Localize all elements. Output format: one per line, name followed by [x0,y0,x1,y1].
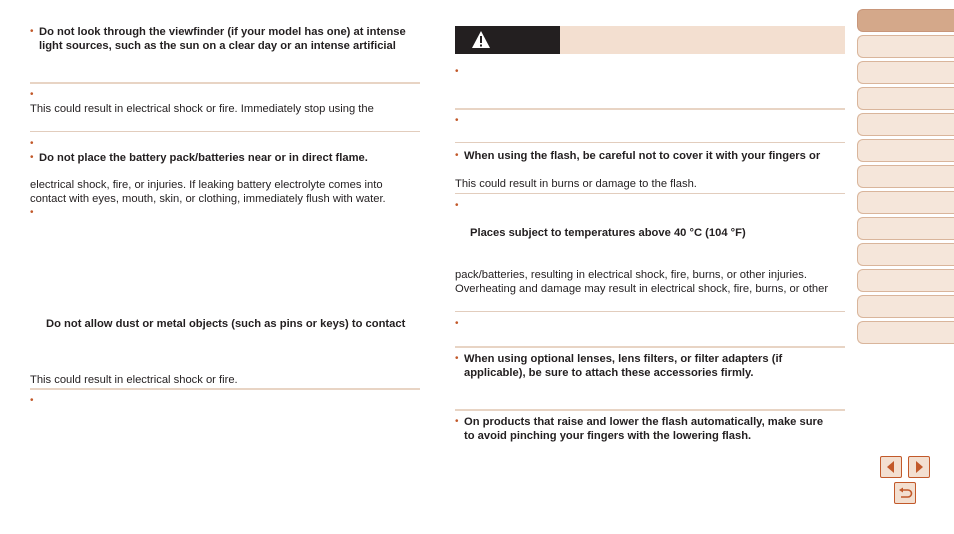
flame-warning: Do not place the battery pack/batteries near or in direct flame. [39,152,368,164]
side-tab-9[interactable] [857,217,954,240]
bullet: • [455,416,459,427]
bullet: • [30,138,34,149]
side-tab-8[interactable] [857,191,954,214]
bullet: • [455,353,459,364]
flash-result: This could result in burns or damage to the flash. [455,178,697,190]
lens-warning-line2: applicable), be sure to attach these accessories firmly. [464,367,754,379]
divider [30,131,420,132]
shock-fire-text: This could result in electrical shock or fire. [30,374,238,386]
divider [455,142,845,143]
bullet: • [30,395,34,406]
side-tab-10[interactable] [857,243,954,266]
bullet: • [30,152,34,163]
lens-warning: When using optional lenses, lens filters, or filter adapters (if [464,353,783,365]
shock-text: This could result in electrical shock or fire. Immediately stop using the [30,103,374,115]
divider [30,388,420,390]
temperature-item: Places subject to temperatures above 40 °C (104 °F) [470,227,746,239]
divider [455,108,845,110]
arrow-right-icon [909,457,929,477]
side-tab-6[interactable] [857,139,954,162]
side-tab-5[interactable] [857,113,954,136]
side-tab-12[interactable] [857,295,954,318]
divider [455,409,845,411]
side-tab-2[interactable] [857,35,954,58]
bullet: • [30,89,34,100]
bullet: • [455,115,459,126]
arrow-left-icon [881,457,901,477]
bullet: • [30,207,34,218]
warning-triangle-icon [471,30,491,50]
viewfinder-warning: Do not look through the viewfinder (if your model has one) at intense [39,26,406,38]
next-page-button[interactable] [908,456,930,478]
flash-auto-warning: On products that raise and lower the flash automatically, make sure [464,416,824,428]
pack-text: pack/batteries, resulting in electrical shock, fire, burns, or other injuries. [455,269,807,281]
bullet: • [455,318,459,329]
side-tab-4[interactable] [857,87,954,110]
side-tab-3[interactable] [857,61,954,84]
back-button[interactable] [894,482,916,504]
divider [455,346,845,348]
bullet: • [455,66,459,77]
leak-text-line2: contact with eyes, mouth, skin, or clothing, immediately flush with water. [30,193,386,205]
bullet: • [455,200,459,211]
side-tab-13[interactable] [857,321,954,344]
pack-text-line2: Overheating and damage may result in electrical shock, fire, burns, or other [455,283,829,295]
divider [455,311,845,312]
side-tab-1[interactable] [857,9,954,32]
bullet: • [455,150,459,161]
flash-auto-warning-line2: to avoid pinching your fingers with the lowering flash. [464,430,752,442]
prev-page-button[interactable] [880,456,902,478]
bullet: • [30,26,34,37]
divider [455,193,845,194]
dust-warning: Do not allow dust or metal objects (such as pins or keys) to contact [46,318,406,330]
warning-header-block [455,26,560,54]
viewfinder-warning-line2: light sources, such as the sun on a clear day or an intense artificial [39,40,396,52]
divider [30,82,420,84]
leak-text: electrical shock, fire, or injuries. If leaking battery electrolyte comes into [30,179,383,191]
return-icon [895,483,915,503]
side-tab-7[interactable] [857,165,954,188]
flash-warning: When using the flash, be careful not to cover it with your fingers or [464,150,821,162]
side-tab-11[interactable] [857,269,954,292]
